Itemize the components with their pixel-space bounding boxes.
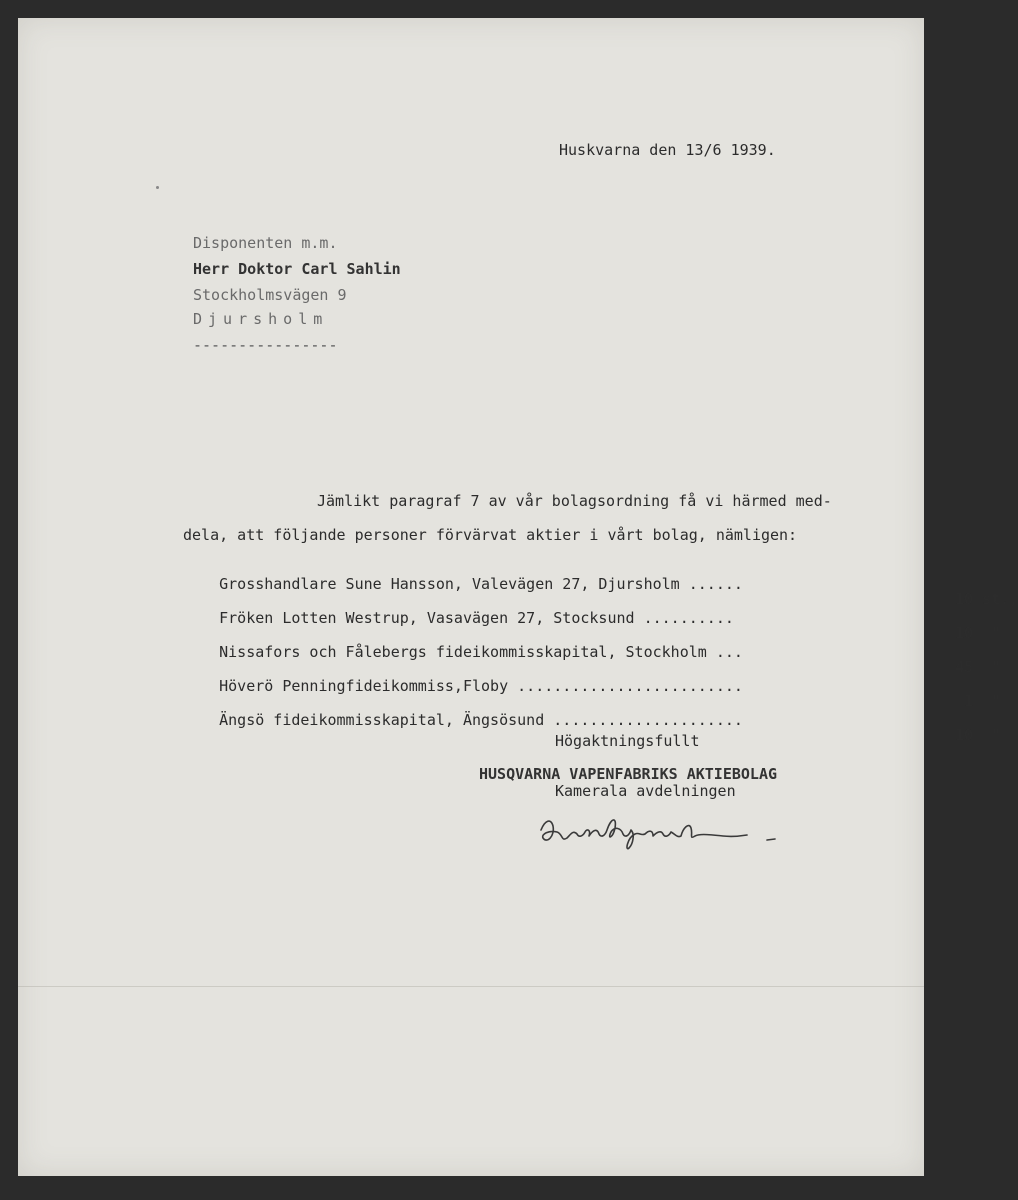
shareholder-quantity: 1 " [955,692,1001,710]
shareholder-entry: Höverö Penningfideikommiss,Floby ......................... [219,677,743,695]
address-line-street: Stockholmsvägen 9 [193,286,347,304]
shareholder-quantity: 45 " [955,658,1001,676]
address-line-city: Djursholm [193,310,329,328]
paper-mark [156,186,159,189]
body-paragraph-line-2: dela, att följande personer förvärvat aktier i vårt bolag, nämligen: [183,526,798,544]
address-underline: ---------------- [193,336,338,354]
shareholder-entry: Nissafors och Fålebergs fideikommisskapital, Stockholm ... [219,643,743,661]
letter-sheet [18,18,1018,1176]
shareholder-entry: Grosshandlare Sune Hansson, Valevägen 27, Djursholm ...... [219,575,743,593]
shareholder-quantity: 10 " [955,624,1001,642]
shareholder-quantity: 10 st., [955,590,1018,608]
address-line-name: Herr Doktor Carl Sahlin [193,260,401,278]
address-line-title: Disponenten m.m. [193,234,338,252]
department-name: Kamerala avdelningen [555,782,736,800]
shareholder-quantity: 10 " [955,726,1001,744]
shareholder-entry: Ängsö fideikommisskapital, Ängsösund ..................... [219,711,743,729]
paper-fold-line [18,986,924,987]
body-paragraph-line-1: Jämlikt paragraf 7 av vår bolagsordning få vi härmed med- [317,492,832,510]
shareholder-entry: Fröken Lotten Westrup, Vasavägen 27, Stocksund .......... [219,609,734,627]
handwritten-signature [533,808,783,858]
date-line: Huskvarna den 13/6 1939. [559,141,776,159]
closing-salutation: Högaktningsfullt [555,732,700,750]
company-name: HUSQVARNA VAPENFABRIKS AKTIEBOLAG [479,765,778,783]
